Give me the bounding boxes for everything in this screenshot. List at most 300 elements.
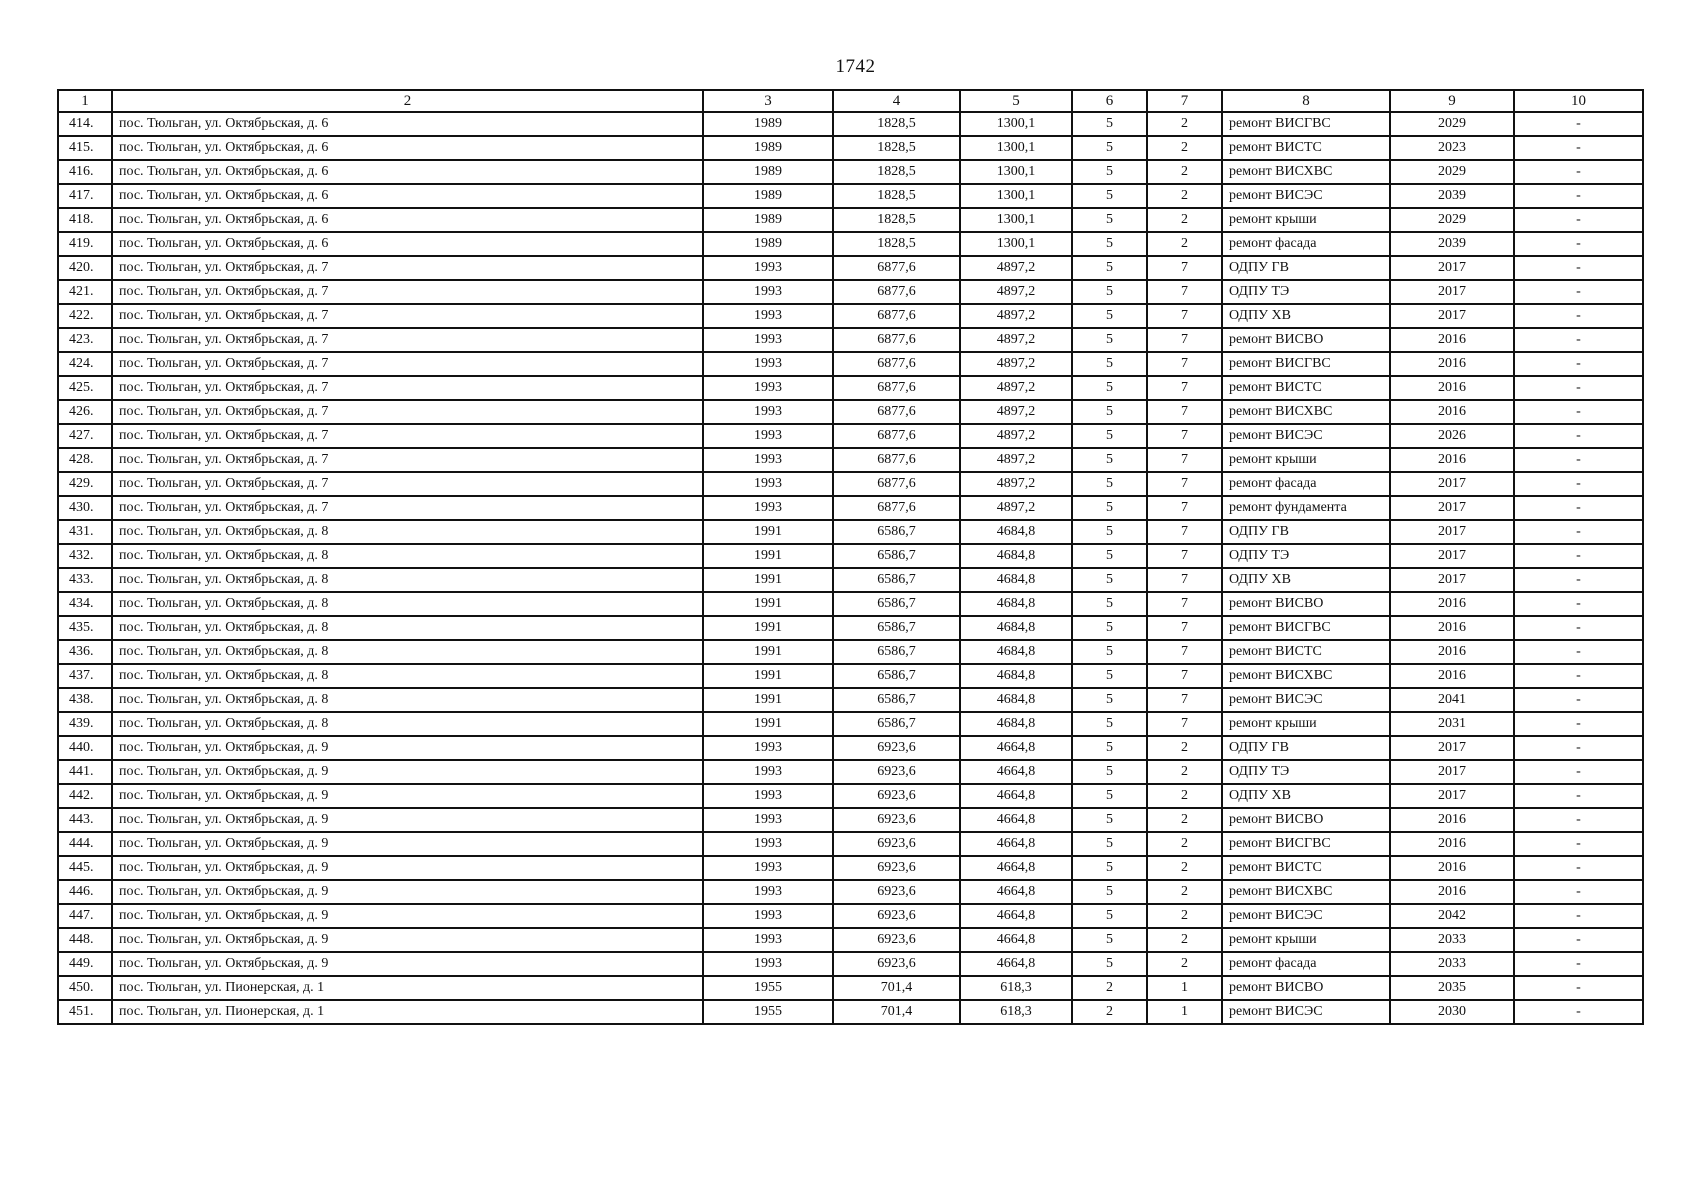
table-row [58,112,1643,136]
table-cell: 1993 [703,256,833,280]
table-cell: 1991 [703,544,833,568]
table-cell: 4664,8 [960,856,1072,880]
table-cell: 4897,2 [960,424,1072,448]
table-cell: 6586,7 [833,544,960,568]
table-cell: 1989 [703,232,833,256]
table-cell: 1828,5 [833,112,960,136]
table-cell: - [1514,736,1643,760]
table-row [58,400,1643,424]
table-cell: 4684,8 [960,712,1072,736]
table-cell: 4897,2 [960,448,1072,472]
table-cell: 4684,8 [960,640,1072,664]
table-cell: 4664,8 [960,880,1072,904]
table-cell: 2017 [1390,736,1514,760]
table-cell: 5 [1072,448,1147,472]
table-cell: пос. Тюльган, ул. Пионерская, д. 1 [112,976,703,1000]
table-cell: 1955 [703,976,833,1000]
table-cell: пос. Тюльган, ул. Октябрьская, д. 9 [112,928,703,952]
table-cell: 4897,2 [960,256,1072,280]
column-header: 1 [58,90,112,112]
table-cell: - [1514,160,1643,184]
table-cell: 7 [1147,496,1222,520]
table-cell: пос. Тюльган, ул. Октябрьская, д. 9 [112,952,703,976]
table-cell: - [1514,808,1643,832]
table-row [58,640,1643,664]
table-cell: пос. Тюльган, ул. Октябрьская, д. 7 [112,496,703,520]
table-cell: - [1514,616,1643,640]
table-cell: пос. Тюльган, ул. Октябрьская, д. 9 [112,760,703,784]
table-cell: 2016 [1390,808,1514,832]
table-cell: 5 [1072,136,1147,160]
table-cell: - [1514,856,1643,880]
table-cell: 5 [1072,688,1147,712]
table-row [58,544,1643,568]
table-cell: 5 [1072,280,1147,304]
table-row [58,208,1643,232]
table-cell: 1993 [703,304,833,328]
table-cell: 4684,8 [960,544,1072,568]
table-cell: 1300,1 [960,136,1072,160]
table-cell: - [1514,664,1643,688]
table-cell: 5 [1072,880,1147,904]
table-cell: 6923,6 [833,784,960,808]
table-cell: ремонт ВИСТС [1222,136,1390,160]
table-cell: - [1514,952,1643,976]
table-cell: 2 [1147,808,1222,832]
table-cell: 434. [58,592,112,616]
table-cell: 431. [58,520,112,544]
table-cell: 2017 [1390,280,1514,304]
table-cell: 4897,2 [960,400,1072,424]
table-cell: ремонт крыши [1222,712,1390,736]
table-cell: ремонт крыши [1222,448,1390,472]
table-cell: 2016 [1390,592,1514,616]
table-cell: 2016 [1390,856,1514,880]
table-cell: 6586,7 [833,712,960,736]
table-cell: 2041 [1390,688,1514,712]
table-cell: пос. Тюльган, ул. Пионерская, д. 1 [112,1000,703,1024]
table-cell: 424. [58,352,112,376]
table-cell: пос. Тюльган, ул. Октябрьская, д. 8 [112,568,703,592]
table-cell: 2039 [1390,232,1514,256]
table-cell: 429. [58,472,112,496]
table-cell: 1993 [703,736,833,760]
table-cell: 1989 [703,136,833,160]
table-cell: пос. Тюльган, ул. Октябрьская, д. 8 [112,520,703,544]
column-header: 6 [1072,90,1147,112]
table-cell: 6877,6 [833,496,960,520]
table-cell: 4664,8 [960,760,1072,784]
table-cell: ремонт ВИСВО [1222,592,1390,616]
table-row [58,136,1643,160]
table-cell: 2 [1147,856,1222,880]
table-cell: 1989 [703,184,833,208]
table-cell: 5 [1072,232,1147,256]
table-cell: 444. [58,832,112,856]
table-cell: 4664,8 [960,736,1072,760]
table-row [58,952,1643,976]
table-row [58,760,1643,784]
table-cell: 5 [1072,160,1147,184]
table-cell: пос. Тюльган, ул. Октябрьская, д. 8 [112,616,703,640]
table-cell: 449. [58,952,112,976]
table-cell: 5 [1072,784,1147,808]
table-cell: 5 [1072,496,1147,520]
table-row [58,352,1643,376]
table-cell: 1955 [703,1000,833,1024]
table-cell: ремонт ВИСЭС [1222,1000,1390,1024]
table-cell: 1993 [703,352,833,376]
table-cell: 7 [1147,352,1222,376]
table-cell: 2 [1072,976,1147,1000]
table-cell: пос. Тюльган, ул. Октябрьская, д. 7 [112,256,703,280]
table-row [58,1000,1643,1024]
table-cell: 7 [1147,664,1222,688]
table-cell: 5 [1072,592,1147,616]
table-cell: 426. [58,400,112,424]
table-cell: 442. [58,784,112,808]
table-cell: 2026 [1390,424,1514,448]
table-cell: 701,4 [833,1000,960,1024]
table-cell: 5 [1072,808,1147,832]
table-cell: 7 [1147,304,1222,328]
table-cell: 1993 [703,376,833,400]
table-cell: 448. [58,928,112,952]
table-cell: пос. Тюльган, ул. Октябрьская, д. 8 [112,592,703,616]
table-cell: 1828,5 [833,232,960,256]
table-cell: ОДПУ ХВ [1222,784,1390,808]
table-cell: 2017 [1390,304,1514,328]
table-row [58,664,1643,688]
table-cell: 6586,7 [833,592,960,616]
table-cell: 4897,2 [960,304,1072,328]
table-cell: 7 [1147,472,1222,496]
table-cell: 4664,8 [960,808,1072,832]
table-cell: 1989 [703,208,833,232]
table-row [58,448,1643,472]
table-row [58,376,1643,400]
table-cell: 2029 [1390,112,1514,136]
table-cell: 1 [1147,976,1222,1000]
table-cell: 419. [58,232,112,256]
table-cell: 5 [1072,952,1147,976]
table-cell: ремонт крыши [1222,928,1390,952]
table-cell: 7 [1147,256,1222,280]
table-cell: 7 [1147,592,1222,616]
table-cell: 6877,6 [833,400,960,424]
table-cell: 1993 [703,472,833,496]
table-cell: 417. [58,184,112,208]
table-cell: 4897,2 [960,376,1072,400]
table-cell: пос. Тюльган, ул. Октябрьская, д. 9 [112,784,703,808]
table-cell: 2031 [1390,712,1514,736]
table-row [58,616,1643,640]
table-cell: 2033 [1390,928,1514,952]
table-cell: - [1514,760,1643,784]
table-cell: 4684,8 [960,592,1072,616]
table-cell: 7 [1147,640,1222,664]
table-row [58,856,1643,880]
table-cell: 5 [1072,328,1147,352]
column-header: 8 [1222,90,1390,112]
table-cell: пос. Тюльган, ул. Октябрьская, д. 6 [112,136,703,160]
table-cell: 6586,7 [833,520,960,544]
table-row [58,280,1643,304]
table-cell: пос. Тюльган, ул. Октябрьская, д. 6 [112,160,703,184]
table-cell: пос. Тюльган, ул. Октябрьская, д. 8 [112,712,703,736]
table-cell: 416. [58,160,112,184]
table-cell: 5 [1072,712,1147,736]
table-cell: 1 [1147,1000,1222,1024]
table-cell: 1991 [703,640,833,664]
table-cell: 1993 [703,760,833,784]
table-cell: пос. Тюльган, ул. Октябрьская, д. 8 [112,664,703,688]
table-cell: 1300,1 [960,208,1072,232]
table-cell: ремонт фасада [1222,232,1390,256]
table-cell: - [1514,136,1643,160]
table-cell: пос. Тюльган, ул. Октябрьская, д. 7 [112,376,703,400]
table-cell: 5 [1072,112,1147,136]
table-cell: 438. [58,688,112,712]
table-cell: 6923,6 [833,808,960,832]
table-cell: - [1514,208,1643,232]
table-cell: 1993 [703,808,833,832]
column-header: 3 [703,90,833,112]
table-cell: ремонт ВИСХВС [1222,400,1390,424]
table-cell: пос. Тюльган, ул. Октябрьская, д. 9 [112,904,703,928]
column-header: 10 [1514,90,1643,112]
table-cell: ремонт ВИСГВС [1222,112,1390,136]
data-table [57,89,1644,1025]
table-header-row [58,90,1643,112]
table-cell: 2016 [1390,616,1514,640]
table-cell: 1828,5 [833,208,960,232]
table-cell: - [1514,688,1643,712]
table-cell: ремонт ВИСЭС [1222,184,1390,208]
table-cell: 4664,8 [960,832,1072,856]
table-cell: 5 [1072,928,1147,952]
table-cell: ремонт фасада [1222,472,1390,496]
table-cell: - [1514,448,1643,472]
table-cell: 2017 [1390,544,1514,568]
table-cell: 2016 [1390,328,1514,352]
table-cell: 423. [58,328,112,352]
table-row [58,496,1643,520]
table-cell: пос. Тюльган, ул. Октябрьская, д. 9 [112,880,703,904]
table-cell: 440. [58,736,112,760]
table-cell: - [1514,640,1643,664]
table-cell: 1993 [703,400,833,424]
table-cell: 1993 [703,784,833,808]
table-cell: 701,4 [833,976,960,1000]
table-cell: пос. Тюльган, ул. Октябрьская, д. 6 [112,208,703,232]
column-header: 4 [833,90,960,112]
table-cell: 5 [1072,568,1147,592]
table-row [58,880,1643,904]
table-cell: 6877,6 [833,280,960,304]
table-cell: 2030 [1390,1000,1514,1024]
table-cell: 4897,2 [960,496,1072,520]
table-cell: 2 [1147,880,1222,904]
table-cell: 2 [1147,784,1222,808]
table-cell: 7 [1147,616,1222,640]
table-cell: 2016 [1390,832,1514,856]
table-cell: 6923,6 [833,928,960,952]
table-cell: 4664,8 [960,904,1072,928]
table-cell: 1300,1 [960,112,1072,136]
table-cell: 1991 [703,664,833,688]
table-cell: 1993 [703,832,833,856]
table-cell: пос. Тюльган, ул. Октябрьская, д. 6 [112,112,703,136]
table-cell: 6923,6 [833,880,960,904]
table-cell: 7 [1147,520,1222,544]
table-cell: 5 [1072,664,1147,688]
table-cell: 1828,5 [833,160,960,184]
table-cell: пос. Тюльган, ул. Октябрьская, д. 8 [112,544,703,568]
table-cell: - [1514,280,1643,304]
table-cell: ремонт ВИСВО [1222,976,1390,1000]
table-cell: 2 [1147,112,1222,136]
table-cell: 6877,6 [833,352,960,376]
table-cell: 418. [58,208,112,232]
table-row [58,328,1643,352]
table-cell: пос. Тюльган, ул. Октябрьская, д. 7 [112,400,703,424]
table-row [58,568,1643,592]
table-cell: ремонт ВИСТС [1222,640,1390,664]
table-cell: ремонт крыши [1222,208,1390,232]
table-cell: 4684,8 [960,568,1072,592]
table-cell: 5 [1072,424,1147,448]
table-cell: ремонт фундамента [1222,496,1390,520]
table-cell: 6877,6 [833,448,960,472]
table-cell: - [1514,112,1643,136]
table-cell: 437. [58,664,112,688]
table-cell: 7 [1147,424,1222,448]
table-cell: - [1514,400,1643,424]
table-cell: 447. [58,904,112,928]
table-cell: - [1514,496,1643,520]
table-cell: 5 [1072,304,1147,328]
table-cell: - [1514,928,1643,952]
table-cell: 2042 [1390,904,1514,928]
table-cell: 7 [1147,712,1222,736]
table-cell: 2039 [1390,184,1514,208]
table-cell: ремонт ВИСХВС [1222,160,1390,184]
table-cell: 2 [1147,760,1222,784]
table-cell: 5 [1072,856,1147,880]
table-cell: 4664,8 [960,928,1072,952]
table-cell: 441. [58,760,112,784]
table-cell: ОДПУ ХВ [1222,304,1390,328]
table-cell: 1991 [703,568,833,592]
table-cell: 5 [1072,184,1147,208]
table-cell: ремонт фасада [1222,952,1390,976]
table-cell: 2017 [1390,568,1514,592]
table-cell: 420. [58,256,112,280]
table-cell: 6923,6 [833,736,960,760]
table-cell: 7 [1147,376,1222,400]
table-cell: пос. Тюльган, ул. Октябрьская, д. 6 [112,184,703,208]
table-cell: 1993 [703,904,833,928]
table-cell: ремонт ВИСВО [1222,808,1390,832]
table-cell: ремонт ВИСТС [1222,856,1390,880]
table-cell: 2 [1147,160,1222,184]
column-header: 7 [1147,90,1222,112]
table-cell: 6923,6 [833,760,960,784]
table-cell: 5 [1072,256,1147,280]
table-cell: - [1514,880,1643,904]
table-cell: пос. Тюльган, ул. Октябрьская, д. 7 [112,280,703,304]
table-cell: пос. Тюльган, ул. Октябрьская, д. 9 [112,736,703,760]
table-row [58,592,1643,616]
table-cell: 4897,2 [960,472,1072,496]
table-cell: 2016 [1390,640,1514,664]
table-cell: 7 [1147,328,1222,352]
table-cell: 435. [58,616,112,640]
table-cell: 2035 [1390,976,1514,1000]
table-cell: 2 [1147,232,1222,256]
table-cell: - [1514,544,1643,568]
table-cell: ОДПУ ХВ [1222,568,1390,592]
table-body [58,90,1643,1024]
table-cell: ремонт ВИСЭС [1222,904,1390,928]
table-cell: 1993 [703,280,833,304]
table-row [58,784,1643,808]
table-cell: 7 [1147,280,1222,304]
table-cell: 4664,8 [960,952,1072,976]
table-cell: 2016 [1390,880,1514,904]
table-cell: 6877,6 [833,376,960,400]
table-cell: пос. Тюльган, ул. Октябрьская, д. 8 [112,640,703,664]
table-cell: пос. Тюльган, ул. Октябрьская, д. 9 [112,808,703,832]
table-cell: 6877,6 [833,304,960,328]
table-row [58,304,1643,328]
table-cell: 5 [1072,616,1147,640]
table-cell: 451. [58,1000,112,1024]
table-cell: - [1514,232,1643,256]
table-cell: ОДПУ ТЭ [1222,544,1390,568]
column-header: 9 [1390,90,1514,112]
table-row [58,472,1643,496]
table-cell: пос. Тюльган, ул. Октябрьская, д. 7 [112,352,703,376]
table-cell: 436. [58,640,112,664]
table-cell: 6586,7 [833,664,960,688]
table-cell: - [1514,328,1643,352]
table-cell: 1991 [703,616,833,640]
table-cell: 1991 [703,520,833,544]
table-cell: - [1514,376,1643,400]
table-cell: 4897,2 [960,352,1072,376]
table-cell: пос. Тюльган, ул. Октябрьская, д. 7 [112,448,703,472]
table-cell: - [1514,256,1643,280]
table-cell: 439. [58,712,112,736]
table-cell: 1828,5 [833,184,960,208]
table-cell: 5 [1072,376,1147,400]
table-cell: 2017 [1390,256,1514,280]
table-cell: 5 [1072,208,1147,232]
table-cell: 7 [1147,400,1222,424]
column-header: 2 [112,90,703,112]
table-row [58,712,1643,736]
table-cell: пос. Тюльган, ул. Октябрьская, д. 7 [112,424,703,448]
table-cell: 2 [1147,904,1222,928]
table-cell: 5 [1072,472,1147,496]
table-cell: 6877,6 [833,424,960,448]
table-cell: 1300,1 [960,160,1072,184]
table-cell: пос. Тюльган, ул. Октябрьская, д. 7 [112,472,703,496]
table-cell: ОДПУ ГВ [1222,256,1390,280]
table-cell: 7 [1147,568,1222,592]
